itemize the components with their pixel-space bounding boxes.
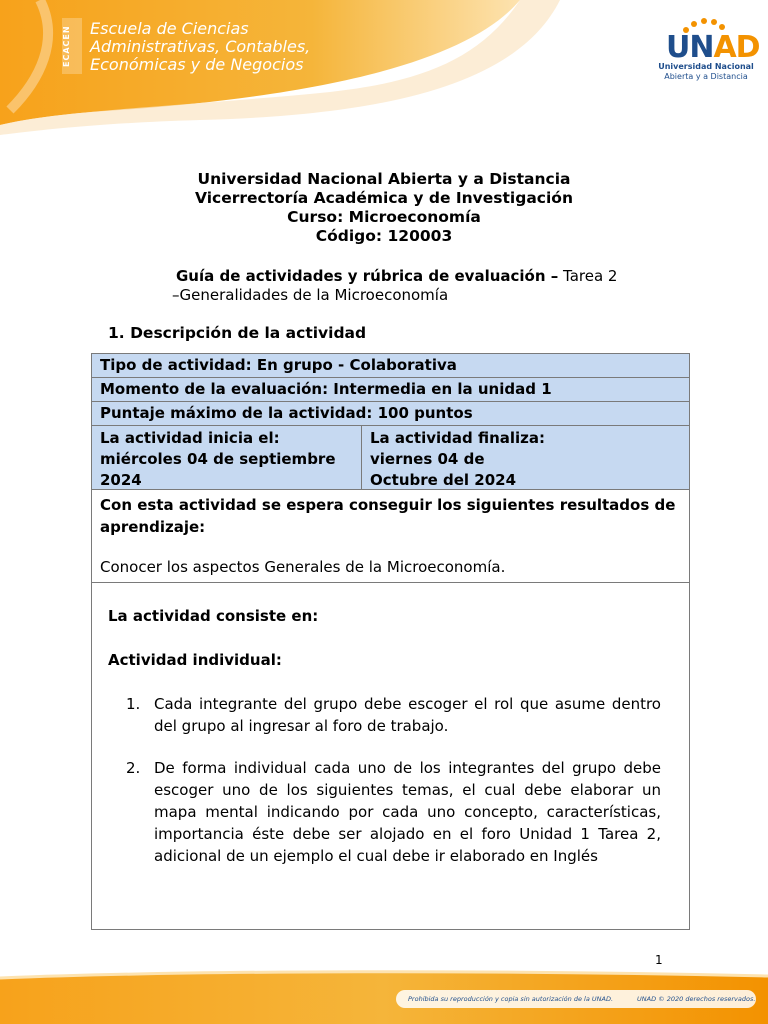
footer-copyright-bar bbox=[396, 990, 756, 1008]
list-item-text: Cada integrante del grupo debe escoger el rol que asume dentro del grupo al ingresar al foro de trabajo. bbox=[154, 695, 661, 735]
section-heading: 1. Descripción de la actividad bbox=[108, 324, 367, 342]
list-item-number: 2. bbox=[126, 759, 141, 777]
ecacen-tag: ECACEN bbox=[62, 18, 82, 74]
title-line: Universidad Nacional Abierta y a Distancia bbox=[197, 170, 571, 188]
end-date: viernes 04 de bbox=[370, 450, 485, 468]
guide-title-rest: Tarea 2 bbox=[558, 267, 618, 285]
learning-outcome-cell bbox=[92, 490, 689, 582]
start-label: La actividad inicia el: bbox=[100, 429, 280, 447]
outcome-heading: Con esta actividad se espera conseguir los siguientes resultados de bbox=[100, 496, 676, 514]
outcome-text: Conocer los aspectos Generales de la Microeconomía. bbox=[100, 558, 506, 576]
footer-left-text: Prohibida su reproducción y copia sin autorización de la UNAD. bbox=[408, 995, 614, 1003]
school-name-line: Escuela de Ciencias bbox=[90, 19, 249, 38]
header-banner bbox=[0, 0, 768, 135]
max-score-row: Puntaje máximo de la actividad: 100 puntos bbox=[92, 402, 689, 426]
logo-prefix: UN bbox=[666, 30, 714, 65]
footer-right-text: UNAD © 2020 derechos reservados. bbox=[637, 995, 756, 1003]
activity-list bbox=[126, 693, 661, 887]
list-item bbox=[126, 693, 661, 737]
page-number: 1 bbox=[655, 953, 663, 967]
list-item bbox=[126, 757, 661, 867]
start-year: 2024 bbox=[100, 471, 142, 489]
school-name-line: Económicas y de Negocios bbox=[90, 55, 304, 74]
unad-logo bbox=[656, 16, 760, 86]
end-year: Octubre del 2024 bbox=[370, 471, 517, 489]
document-title bbox=[0, 170, 768, 246]
logo-line2: Abierta y a Distancia bbox=[664, 72, 748, 81]
title-line: Vicerrectoría Académica y de Investigación bbox=[195, 189, 573, 207]
school-name-line: Administrativas, Contables, bbox=[90, 37, 311, 56]
guide-subtitle: –Generalidades de la Microeconomía bbox=[172, 286, 449, 304]
list-item-number: 1. bbox=[126, 695, 141, 713]
evaluation-moment-row: Momento de la evaluación: Intermedia en la unidad 1 bbox=[92, 378, 689, 402]
guide-title bbox=[176, 267, 617, 286]
activity-type-row: Tipo de actividad: En grupo - Colaborativa bbox=[92, 354, 689, 378]
logo-line1: Universidad Nacional bbox=[658, 62, 754, 71]
individual-activity-heading: Actividad individual: bbox=[108, 651, 282, 669]
list-item-text: De forma individual cada uno de los integrantes del grupo debe escoger uno de los siguientes temas, el cual debe elaborar un mapa mental indicando por cada uno concepto, características, importancia éste debe ser alojado en el foro Unidad 1 Tarea 2, adicional de un ejemplo el cual debe ir elaborado en Inglés bbox=[154, 759, 661, 865]
start-date-cell bbox=[92, 426, 362, 489]
logo-wordmark bbox=[666, 30, 760, 65]
guide-title-bold: Guía de actividades y rúbrica de evaluación – bbox=[176, 267, 559, 285]
activity-description-cell bbox=[91, 583, 690, 930]
footer-banner bbox=[0, 968, 768, 1024]
end-date-cell bbox=[362, 426, 689, 489]
dates-row bbox=[92, 426, 689, 490]
logo-suffix: AD bbox=[713, 30, 760, 65]
activity-info-table bbox=[91, 353, 690, 583]
start-date: miércoles 04 de septiembre bbox=[100, 450, 336, 468]
outcome-heading: aprendizaje: bbox=[100, 518, 206, 536]
school-name bbox=[90, 20, 310, 74]
title-line: Curso: Microeconomía bbox=[287, 208, 481, 226]
title-line: Código: 120003 bbox=[315, 227, 453, 245]
activity-consists-heading: La actividad consiste en: bbox=[108, 607, 319, 625]
end-label: La actividad finaliza: bbox=[370, 429, 546, 447]
